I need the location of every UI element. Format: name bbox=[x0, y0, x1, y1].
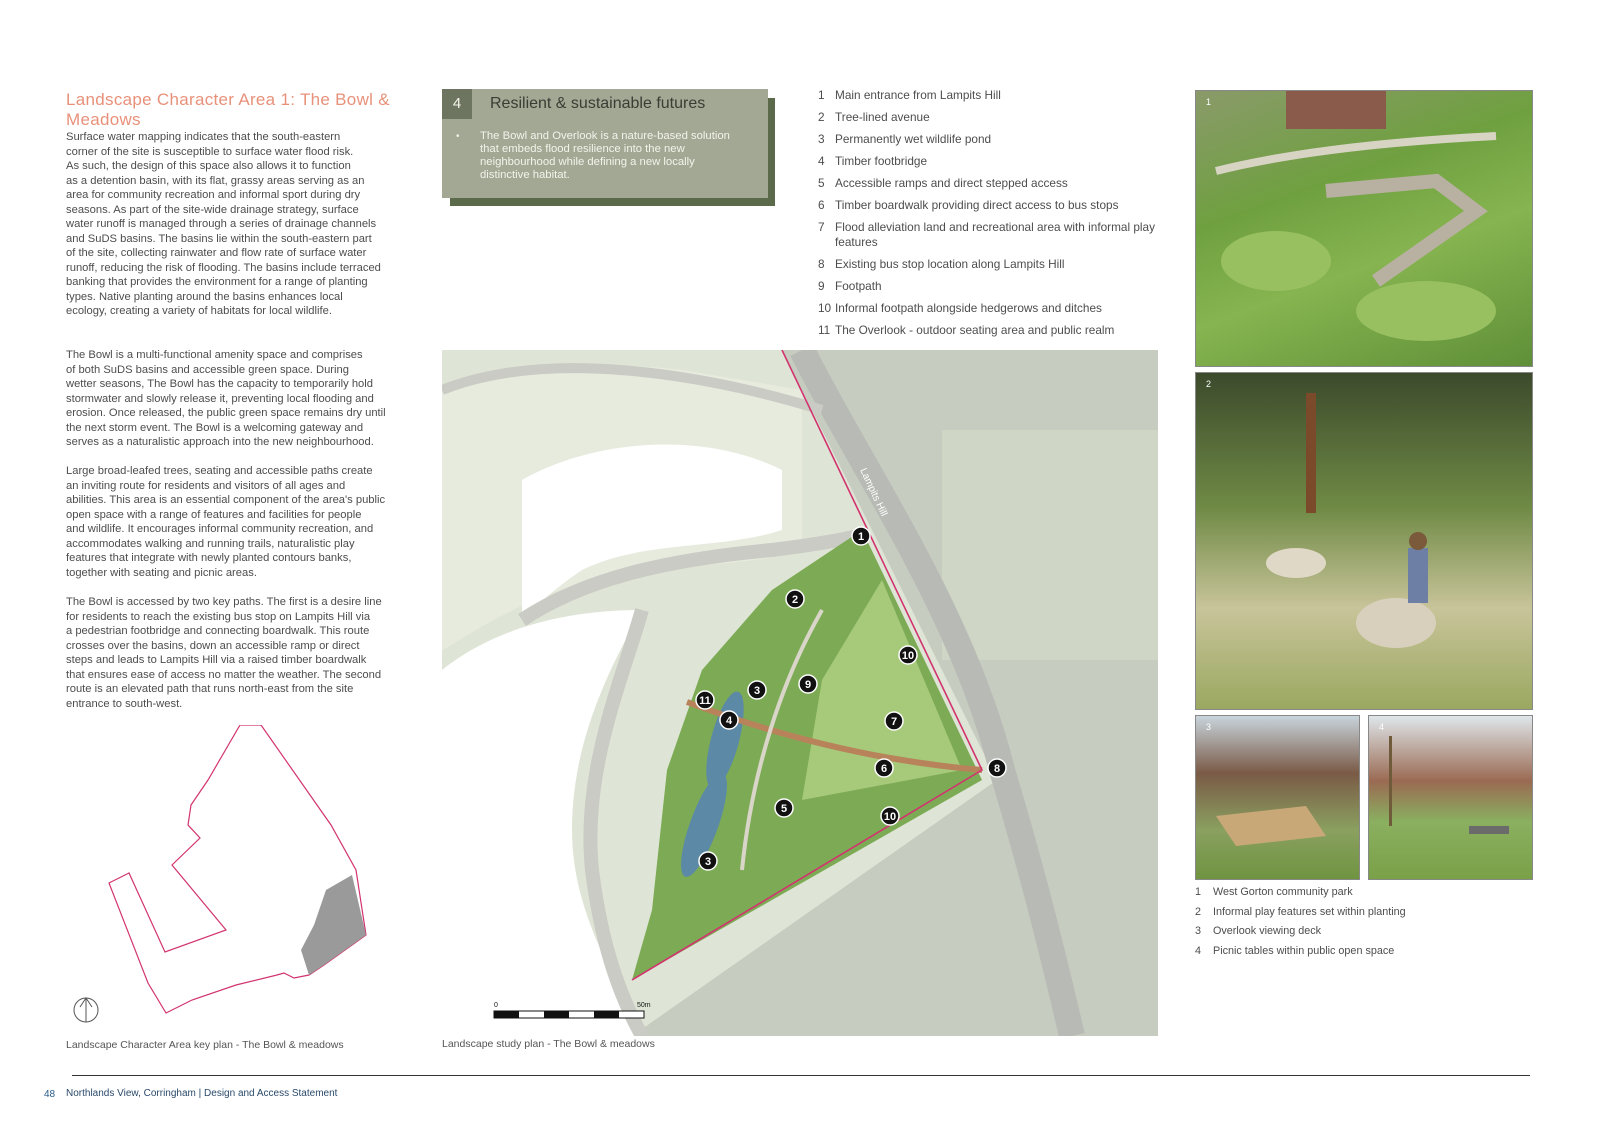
svg-text:1: 1 bbox=[857, 531, 865, 543]
svg-text:2: 2 bbox=[791, 594, 799, 606]
plan-key-item bbox=[818, 132, 1168, 147]
plan-key-number: 9 bbox=[818, 278, 825, 293]
plan-marker bbox=[885, 712, 903, 730]
plan-key-item bbox=[818, 176, 1168, 191]
plan-key-number: 7 bbox=[818, 220, 825, 234]
callout-box bbox=[442, 89, 768, 198]
plan-key-item bbox=[818, 110, 1168, 125]
svg-text:3: 3 bbox=[704, 856, 712, 868]
plan-key-item bbox=[818, 279, 1168, 294]
photo-number: 4 bbox=[1379, 722, 1385, 732]
callout-bullet: • bbox=[456, 131, 460, 142]
scale-end-label: 50m bbox=[637, 1002, 651, 1009]
plan-marker bbox=[748, 681, 766, 699]
aerial-field bbox=[942, 430, 1158, 660]
svg-text:11: 11 bbox=[699, 695, 711, 707]
plan-key-list bbox=[818, 88, 1168, 345]
photo-caption-text: Picnic tables within public open space bbox=[1213, 944, 1395, 957]
plan-key-text: The Overlook - outdoor seating area and public realm bbox=[835, 322, 1115, 337]
scale-start-label: 0 bbox=[494, 1002, 498, 1009]
photo-caption-item bbox=[1195, 925, 1575, 938]
plan-key-number: 8 bbox=[818, 256, 825, 271]
plan-key-text: Timber boardwalk providing direct access to bus stops bbox=[835, 198, 1119, 212]
plan-marker bbox=[881, 807, 899, 825]
plan-key-item bbox=[818, 154, 1168, 169]
photo-number: 1 bbox=[1206, 97, 1212, 107]
key-plan-diagram bbox=[66, 725, 386, 1030]
plan-marker bbox=[699, 852, 717, 870]
callout-text: The Bowl and Overlook is a nature-based solution that embeds flood resilience into the new neighbourhood while defining a new locally distinctive habitat. bbox=[480, 130, 730, 181]
photo-caption-item bbox=[1195, 945, 1575, 958]
photo-park-illustration bbox=[1196, 91, 1532, 366]
plan-marker bbox=[696, 691, 714, 709]
page-title: Landscape Character Area 1: The Bowl & Meadows bbox=[66, 90, 390, 129]
plan-key-number: 3 bbox=[818, 132, 825, 146]
plan-key-item bbox=[818, 88, 1168, 103]
photo-caption-item bbox=[1195, 906, 1575, 919]
plan-key-number: 11 bbox=[818, 322, 831, 337]
landscape-study-plan bbox=[442, 350, 1158, 1036]
svg-text:5: 5 bbox=[780, 803, 788, 815]
study-plan-svg bbox=[442, 350, 1158, 1036]
footer-divider bbox=[72, 1075, 1530, 1076]
plan-marker bbox=[852, 527, 870, 545]
photo-caption-number: 2 bbox=[1195, 905, 1202, 918]
plan-key-number: 4 bbox=[818, 154, 825, 168]
plan-marker bbox=[799, 675, 817, 693]
photo-caption-number: 3 bbox=[1195, 925, 1202, 937]
callout-number: 4 bbox=[442, 89, 472, 119]
photo-play-illustration bbox=[1196, 373, 1532, 709]
plan-key-number: 5 bbox=[818, 176, 825, 190]
svg-text:4: 4 bbox=[725, 715, 733, 727]
photo-overlook-deck bbox=[1195, 715, 1360, 880]
svg-text:10: 10 bbox=[883, 811, 897, 823]
north-arrow-icon bbox=[74, 998, 98, 1022]
photo-number: 2 bbox=[1206, 379, 1212, 389]
photo-picnic-tables bbox=[1368, 715, 1533, 880]
road-label: Lampits Hill bbox=[857, 466, 890, 519]
plan-marker bbox=[720, 711, 738, 729]
key-plan-highlight-area bbox=[301, 875, 366, 975]
key-plan-caption: Landscape Character Area key plan - The Bowl & meadows bbox=[66, 1039, 344, 1051]
photo-caption-text: West Gorton community park bbox=[1213, 886, 1353, 898]
plan-key-item bbox=[818, 198, 1168, 213]
svg-text:3: 3 bbox=[753, 685, 761, 697]
plan-key-item bbox=[818, 220, 1168, 249]
plan-key-number: 10 bbox=[818, 300, 832, 315]
plan-marker bbox=[899, 646, 917, 664]
trees-paragraph: Large broad-leafed trees, seating and accessible paths create an inviting route for residents and visitors of all ages and abilities. This area is an essential component of the area's public open space with a range of features and facilities for people and wildlife. It encourages informal community recreation, and accommodates walking and running trails, naturalistic play features that integrate with newly planted contours banks, together with seating and picnic areas. bbox=[66, 465, 386, 579]
plan-key-text: Informal footpath alongside hedgerows and ditches bbox=[835, 300, 1102, 315]
plan-marker bbox=[988, 759, 1006, 777]
plan-key-number: 1 bbox=[818, 88, 825, 102]
plan-marker bbox=[775, 799, 793, 817]
plan-key-text: Flood alleviation land and recreational area with informal play features bbox=[835, 220, 1156, 249]
photo-deck-illustration bbox=[1196, 716, 1359, 879]
photo-caption-number: 1 bbox=[1195, 886, 1202, 898]
photo-community-park bbox=[1195, 90, 1533, 367]
plan-key-text: Permanently wet wildlife pond bbox=[835, 132, 992, 146]
plan-key-text: Existing bus stop location along Lampits Hill bbox=[835, 256, 1065, 271]
plan-key-text: Main entrance from Lampits Hill bbox=[835, 88, 1001, 102]
plan-key-text: Footpath bbox=[835, 278, 882, 293]
footer-title: Northlands View, Corringham | Design and Access Statement bbox=[66, 1088, 338, 1099]
study-plan-caption: Landscape study plan - The Bowl & meadows bbox=[442, 1038, 655, 1050]
svg-text:7: 7 bbox=[890, 716, 898, 728]
intro-paragraph: Surface water mapping indicates that the south-eastern corner of the site is susceptible to surface water flood risk. As such, the design of this space also allows it to function as a detention basin, with its flat, grassy areas serving as an area for community recreation and informal sport during dry seasons. As part of the site-wide drainage strategy, surface water runoff is managed through a series of drainage channels and SuDS basins. The basins lie within the south-eastern part of the site, collecting rainwater and flow rate of surface water runoff, reducing the risk of flooding. The basins include terraced banking that provides the environment for a range of planting types. Native planting around the basins enhances local ecology, creating a variety of habitats for local wildlife. bbox=[66, 131, 381, 317]
svg-text:8: 8 bbox=[993, 763, 1001, 775]
photo-caption-text: Informal play features set within planting bbox=[1213, 905, 1406, 918]
photo-play-features bbox=[1195, 372, 1533, 710]
plan-marker bbox=[875, 759, 893, 777]
photo-number: 3 bbox=[1206, 722, 1212, 732]
photo-caption-number: 4 bbox=[1195, 944, 1202, 957]
photo-picnic-illustration bbox=[1369, 716, 1532, 879]
plan-key-item bbox=[818, 323, 1168, 338]
photo-caption-item bbox=[1195, 886, 1575, 899]
page-number: 48 bbox=[44, 1089, 56, 1100]
photo-caption-text: Overlook viewing deck bbox=[1213, 925, 1322, 937]
plan-key-item bbox=[818, 301, 1168, 316]
plan-key-item bbox=[818, 257, 1168, 272]
plan-key-number: 6 bbox=[818, 198, 825, 212]
svg-text:6: 6 bbox=[880, 763, 888, 775]
svg-text:9: 9 bbox=[804, 679, 812, 691]
plan-key-number: 2 bbox=[818, 110, 825, 124]
key-plan-boundary bbox=[109, 725, 366, 1013]
plan-key-text: Accessible ramps and direct stepped access bbox=[835, 176, 1068, 190]
plan-marker bbox=[786, 590, 804, 608]
svg-text:10: 10 bbox=[901, 650, 915, 662]
access-paragraph: The Bowl is accessed by two key paths. The first is a desire line for residents to reach the existing bus stop on Lampits Hill via a pedestrian footbridge and connecting boardwalk. This route crosses over the basins, down an accessible ramp or direct steps and leads to Lampits Hill via a raised timber boardwalk that ensures ease of access no matter the weather. The second route is an elevated path that runs north-east from the site entrance to south-west. bbox=[66, 596, 382, 710]
plan-key-text: Tree-lined avenue bbox=[835, 110, 930, 124]
plan-key-text: Timber footbridge bbox=[835, 154, 928, 168]
bowl-paragraph: The Bowl is a multi-functional amenity space and comprises of both SuDS basins and accessible green space. During wetter seasons, The Bowl has the capacity to temporarily hold stormwater and slowly release it, preventing local flooding and erosion. Once released, the public green space remains dry until the next storm event. The Bowl is a welcoming gateway and serves as a naturalistic approach into the new neighbourhood. bbox=[66, 349, 386, 448]
photo-caption-list bbox=[1195, 886, 1575, 964]
callout-title: Resilient & sustainable futures bbox=[490, 95, 706, 112]
